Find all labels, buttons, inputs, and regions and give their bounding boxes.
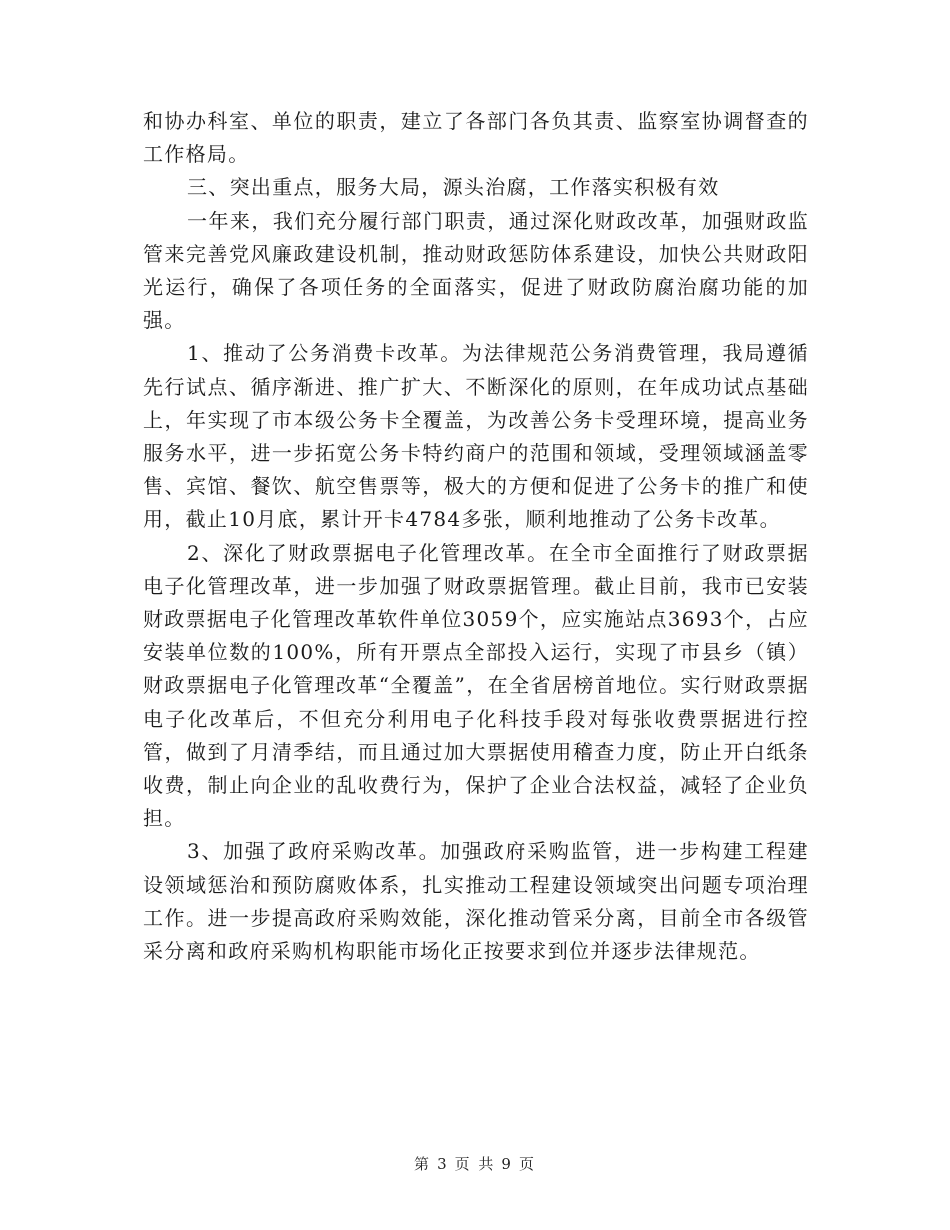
section-heading: 三、突出重点，服务大局，源头治腐，工作落实积极有效 (187, 175, 720, 200)
current-page-number: 3 (437, 1155, 449, 1173)
page-footer (0, 1153, 950, 1174)
footer-suffix: 页 (518, 1155, 536, 1173)
document-body (143, 105, 809, 968)
paragraph-1: 和协办科室、单位的职责，建立了各部门各负其责、监察室协调督查的工作格局。 (143, 109, 809, 167)
paragraph-6: 3、加强了政府采购改革。加强政府采购监管，进一步构建工程建设领域惩治和预防腐败体系，扎实推动工程建设领域突出问题专项治理工作。进一步提高政府采购效能，深化推动管采分离，目前全市各级管采分离和政府采购机构职能市场化正按要求到位并逐步法律规范。 (143, 839, 809, 964)
paragraph-5: 2、深化了财政票据电子化管理改革。在全市全面推行了财政票据电子化管理改革，进一步加强了财政票据管理。截止目前，我市已安装财政票据电子化管理改革软件单位3059个，应实施站点3693个，占应安装单位数的100%，所有开票点全部投入运行，实现了市县乡（镇）财政票据电子化管理改革“全覆盖”，在全省居榜首地位。实行财政票据电子化改革后，不但充分利用电子化科技手段对每张收费票据进行控管，做到了月清季结，而且通过加大票据使用稽查力度，防止开白纸条收费，制止向企业的乱收费行为，保护了企业合法权益，减轻了企业负担。 (143, 540, 809, 831)
footer-middle: 页 共 (454, 1155, 496, 1173)
paragraph-3: 一年来，我们充分履行部门职责，通过深化财政改革，加强财政监管来完善党风廉政建设机制，推动财政惩防体系建设，加快公共财政阳光运行，确保了各项任务的全面落实，促进了财政防腐治腐功能的加强。 (143, 208, 809, 333)
footer-prefix: 第 (414, 1155, 432, 1173)
paragraph-4: 1、推动了公务消费卡改革。为法律规范公务消费管理，我局遵循先行试点、循序渐进、推广扩大、不断深化的原则，在年成功试点基础上，年实现了市本级公务卡全覆盖，为改善公务卡受理环境，提高业务服务水平，进一步拓宽公务卡特约商户的范围和领域，受理领域涵盖零售、宾馆、餐饮、航空售票等，极大的方便和促进了公务卡的推广和使用，截止10月底，累计开卡4784多张，顺利地推动了公务卡改革。 (143, 341, 809, 532)
total-page-count: 9 (501, 1155, 513, 1173)
